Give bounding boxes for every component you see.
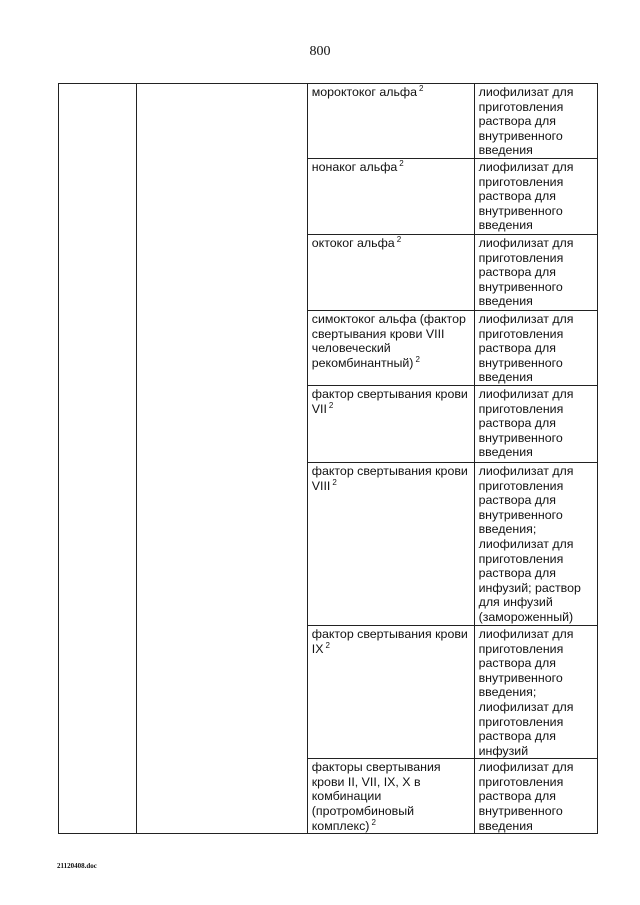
- drug-name-cell: фактор свертывания крови IX $^2$: [307, 625, 474, 758]
- dosage-form-cell: лиофилизат для приготовления раствора для внутривенного введения: [474, 310, 597, 385]
- dosage-form-cell: лиофилизат для приготовления раствора для внутривенного введения: [474, 234, 597, 310]
- drug-name-cell: факторы свертывания крови II, VII, IX, X в комбинации (протромбиновый комплекс) $^2$: [307, 759, 474, 834]
- drug-name-cell: мороктоког альфа $^2$: [307, 84, 474, 159]
- dosage-form-cell: лиофилизат для приготовления раствора для внутривенного введения; лиофилизат для приготовления раствора для инфузий: [474, 625, 597, 758]
- dosage-form-cell: лиофилизат для приготовления раствора для внутривенного введения; лиофилизат для приготовления раствора для инфузий; раствор для инфузий (замороженный): [474, 462, 597, 625]
- drug-table: [58, 83, 598, 834]
- document-filename: 21120408.doc: [57, 862, 97, 870]
- atc-group-cell: [136, 84, 307, 834]
- table-row: [59, 84, 598, 159]
- dosage-form-cell: лиофилизат для приготовления раствора для внутривенного введения: [474, 759, 597, 834]
- dosage-form-cell: лиофилизат для приготовления раствора для внутривенного введения: [474, 385, 597, 462]
- atc-code-cell: [59, 84, 137, 834]
- drug-name-cell: симоктоког альфа (фактор свертывания крови VIII человеческий рекомбинантный) $^2$: [307, 310, 474, 385]
- dosage-form-cell: лиофилизат для приготовления раствора для внутривенного введения: [474, 158, 597, 234]
- drug-name-cell: фактор свертывания крови VIII $^2$: [307, 462, 474, 625]
- drug-name-cell: нонаког альфа $^2$: [307, 158, 474, 234]
- dosage-form-cell: лиофилизат для приготовления раствора для внутривенного введения: [474, 84, 597, 159]
- page-number: 800: [309, 44, 331, 59]
- drug-name-cell: октоког альфа $^2$: [307, 234, 474, 310]
- drug-name-cell: фактор свертывания крови VII $^2$: [307, 385, 474, 462]
